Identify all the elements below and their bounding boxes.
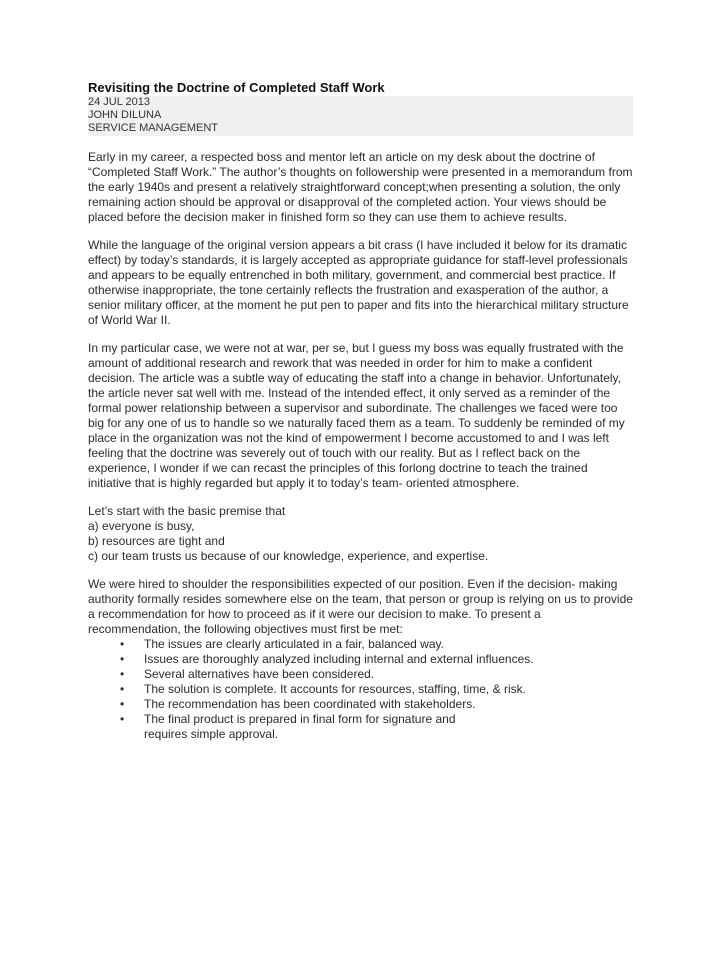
list-item	[120, 637, 633, 652]
bullet-icon: •	[120, 697, 125, 711]
list-item-text: The recommendation has been coordinated with stakeholders.	[144, 697, 476, 711]
premise-item: c) our team trusts us because of our knowledge, experience, and expertise.	[88, 549, 489, 563]
list-item	[120, 682, 633, 697]
list-item	[120, 667, 633, 682]
article-body	[88, 150, 633, 742]
premise-item: a) everyone is busy,	[88, 519, 195, 533]
list-item-text: Issues are thoroughly analyzed including internal and external influences.	[144, 652, 534, 666]
bullet-icon: •	[120, 667, 125, 681]
article-category: SERVICE MANAGEMENT	[88, 122, 218, 134]
premise-intro: Let’s start with the basic premise that	[88, 504, 286, 518]
bullet-icon: •	[120, 652, 125, 666]
list-item-text: The final product is prepared in final form for signature and requires simple approval.	[144, 712, 456, 741]
paragraph-1: Early in my career, a respected boss and mentor left an article on my desk about the doctrine of “Completed Staff Work.” The author’s thoughts on followership were presented in a memorandum from the early 1940s and present a relatively straightforward concept;when presenting a solution, the only remaining action should be approval or disapproval of the completed action. Your views should be placed before the decision maker in finished form so they can use them to achieve results.	[88, 150, 633, 224]
premise-item: b) resources are tight and	[88, 534, 225, 548]
bullet-icon: •	[120, 712, 125, 726]
objectives-list	[88, 637, 633, 742]
bullet-icon: •	[120, 637, 125, 651]
paragraph-4: We were hired to shoulder the responsibilities expected of our position. Even if the decision- making authority formally resides somewhere else on the team, that person or group is relying on us to provide a recommendation for how to proceed as if it were our decision to make. To present a recommendation, the following objectives must first be met:	[88, 577, 633, 636]
article-title: Revisiting the Doctrine of Completed Staff Work	[88, 80, 385, 95]
bullet-icon: •	[120, 682, 125, 696]
list-item	[120, 712, 633, 742]
list-item	[120, 652, 633, 667]
list-item-text: The issues are clearly articulated in a fair, balanced way.	[144, 637, 444, 651]
paragraph-2: While the language of the original version appears a bit crass (I have included it below for its dramatic effect) by today’s standards, it is largely accepted as appropriate guidance for staff-level professionals and appears to be equally entrenched in both military, government, and commercial best practice. If otherwise inappropriate, the tone certainly reflects the frustration and exasperation of the author, a senior military officer, at the moment he put pen to paper and fits into the hierarchical military structure of World War II.	[88, 238, 629, 327]
article-date: 24 JUL 2013	[88, 96, 150, 108]
list-item-text: Several alternatives have been considered.	[144, 667, 375, 681]
list-item-text: The solution is complete. It accounts for resources, staffing, time, & risk.	[144, 682, 526, 696]
document-page	[88, 80, 633, 742]
paragraph-3: In my particular case, we were not at war, per se, but I guess my boss was equally frustrated with the amount of additional research and rework that was needed in order for him to make a confident decision. The article was a subtle way of educating the staff into a change in behavior. Unfortunately, the article never sat well with me. Instead of the intended effect, it only served as a reminder of the formal power relationship between a supervisor and subordinate. The challenges we faced were too big for any one of us to handle so we naturally faced them as a team. To suddenly be reminded of my place in the organization was not the kind of empowerment I become accustomed to and I was left feeling that the doctrine was severely out of touch with our reality. But as I reflect back on the experience, I wonder if we can recast the principles of this forlong doctrine to teach the trained initiative that is highly regarded but apply it to today’s team- oriented atmosphere.	[88, 341, 625, 490]
premise-block	[88, 504, 633, 564]
article-author: JOHN DILUNA	[88, 109, 162, 121]
article-meta	[88, 96, 633, 136]
list-item	[120, 697, 633, 712]
